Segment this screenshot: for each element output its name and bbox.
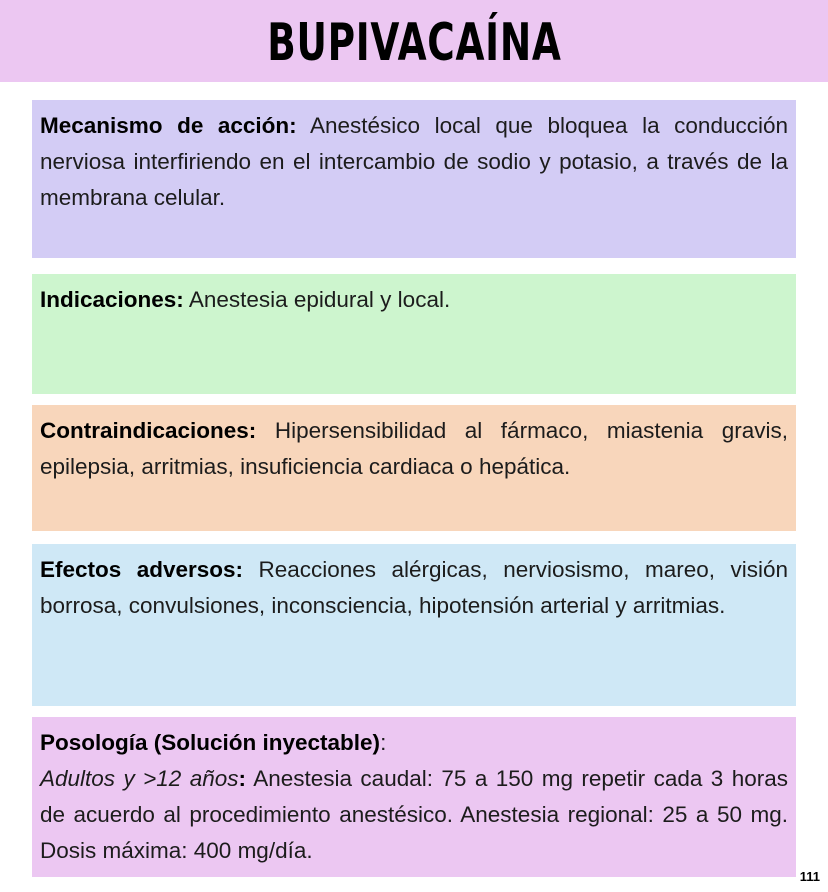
page-number: 111 [799,869,820,884]
efectos-card [32,544,796,706]
contraindicaciones-text: Hipersensibilidad al fármaco, miastenia gravis, epilepsia, arritmias, insuficiencia cardiaca o hepática. [40,418,788,479]
indicaciones-text: Anestesia epidural y local. [188,287,451,312]
posologia-card [32,717,796,877]
posologia-text: Anestesia caudal: 75 a 150 mg repetir cada 3 horas de acuerdo al procedimiento anestésico. Anestesia regional: 25 a 50 mg. Dosis máxima: 400 mg/día. [40,766,789,863]
posologia-heading [40,725,788,761]
mecanismo-text: Anestésico local que bloquea la conducción nerviosa interfiriendo en el intercambio de sodio y potasio, a través de la membrana celular. [40,113,789,210]
posologia-group-colon: : [238,766,247,791]
page-title: BUPIVACAÍNA [266,13,562,73]
mecanismo-card [32,100,796,258]
posologia-body [40,761,788,869]
posologia-label: Posología (Solución inyectable) [40,730,381,755]
posologia-group: Adultos y >12 años [40,766,239,791]
posologia-colon: : [380,730,387,755]
contraindicaciones-label: Contraindicaciones: [40,418,257,443]
contraindicaciones-card [32,405,796,531]
title-banner [0,0,828,82]
indicaciones-card [32,274,796,394]
efectos-label: Efectos adversos: [40,557,244,582]
indicaciones-label: Indicaciones: [40,287,184,312]
efectos-text: Reacciones alérgicas, nerviosismo, mareo, visión borrosa, convulsiones, inconsciencia, hipotensión arterial y arritmias. [40,557,788,618]
mecanismo-label: Mecanismo de acción: [40,113,297,138]
